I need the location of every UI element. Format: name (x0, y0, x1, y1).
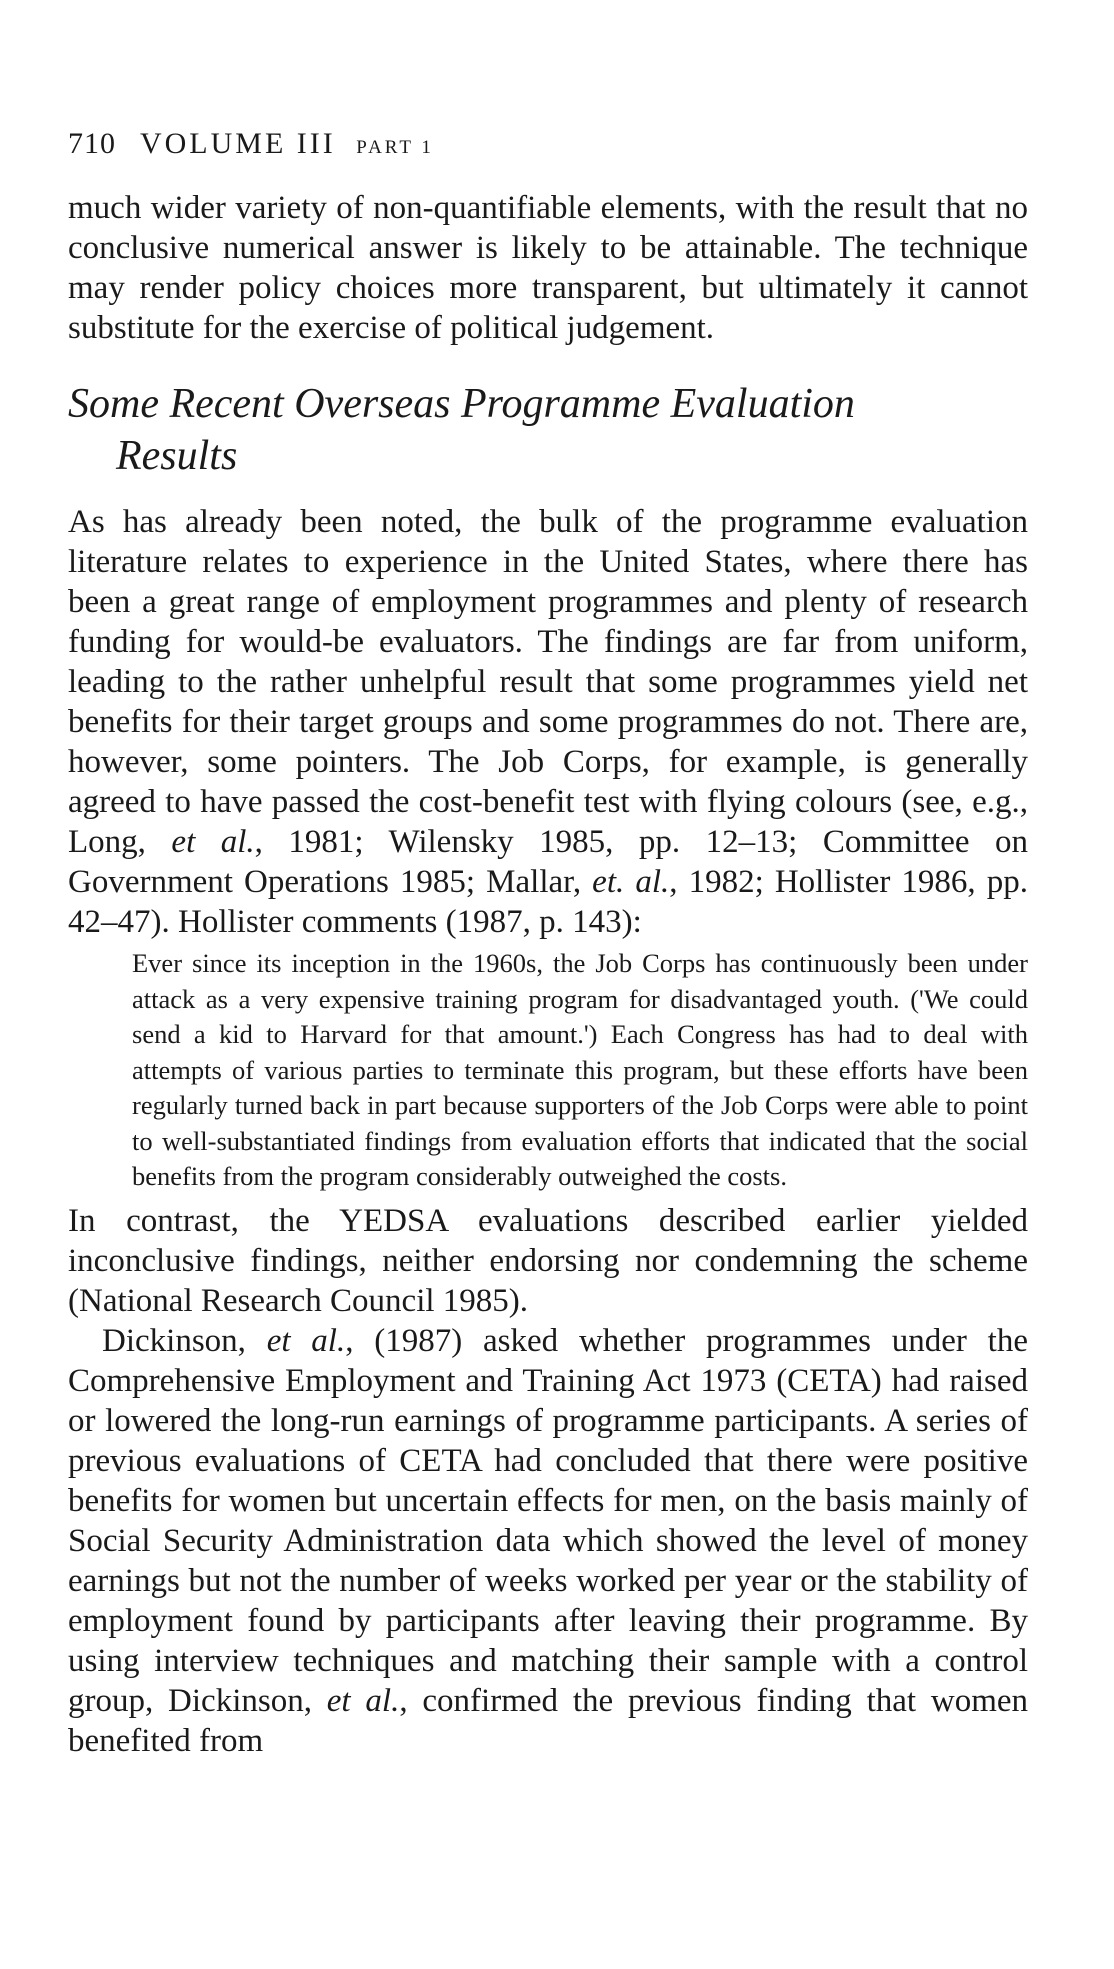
section-heading-line2: Results (116, 433, 238, 479)
citation-et-al: et al. (171, 824, 255, 860)
citation-et-al: et al. (326, 1682, 400, 1719)
page-number: 710 (68, 127, 116, 160)
section-heading (68, 378, 1028, 482)
page (68, 124, 1028, 1761)
text-run: As has already been noted, the bulk of the programme evaluation literature relates to experience in the United States, where there has been a great range of employment programmes and plenty of research funding for would-be evaluators. The findings are far from uniform, leading to the rather unhelpful result that some programmes yield net benefits for their target groups and some programmes do not. There are, however, some pointers. The Job Corps, for example, is generally agreed to have passed the cost-benefit test with flying colours (see, e.g., Long, (68, 504, 1028, 860)
text-run: , (1987) asked whether programmes under the Comprehensive Employment and Training Act 1973 (CETA) had raised or lowered the long-run earnings of programme participants. A series of previous evaluations of CETA had concluded that there were positive benefits for women but uncertain effects for men, on the basis mainly of Social Security Administration data which showed the level of money earnings but not the number of weeks worked per year or the stability of employment found by participants after leaving their programme. By using interview techniques and matching their sample with a control group, Dickinson, (68, 1322, 1028, 1719)
text-run: , 1982; Hollister 1986, pp. 42–47). Hollister comments (1987, p. 143): (68, 864, 1029, 940)
paragraph-ceta (68, 1321, 1028, 1761)
intro-paragraph: much wider variety of non-quantifiable elements, with the result that no conclusive numerical answer is likely to be attainable. The technique may render policy choices more transparent, but ultimately it cannot substitute for the exercise of political judgement. (68, 190, 1028, 346)
text-run: Dickinson, (102, 1322, 267, 1359)
part-label: PART 1 (356, 137, 434, 158)
citation-et-al: et al. (266, 1322, 346, 1359)
running-head (68, 124, 1028, 168)
block-quote-hollister: Ever since its inception in the 1960s, the Job Corps has continuously been under attack as a very expensive training program for disadvantaged youth. ('We could send a kid to Harvard for that amount.') Each Congress has had to deal with attempts of various parties to terminate this program, but these efforts have been regularly turned back in part because supporters of the Job Corps were able to point to well-substantiated findings from evaluation efforts that indicated that the social benefits from the program considerably outweighed the costs. (132, 948, 1028, 1191)
section-heading-line1: Some Recent Overseas Programme Evaluation (68, 381, 855, 427)
text-run: , confirmed the previous finding that women benefited from (68, 1682, 1029, 1759)
volume-label: VOLUME III (139, 127, 336, 160)
citation-et-al: et. al. (592, 864, 670, 900)
text-run: , 1981; Wilensky 1985, pp. 12–13; Committee on Government Operations 1985; Mallar, (68, 824, 1028, 900)
paragraph-job-corps (68, 502, 1028, 942)
paragraph-yedsa: In contrast, the YEDSA evaluations described earlier yielded inconclusive findings, neither endorsing nor condemning the scheme (National Research Council 1985). (68, 1202, 1028, 1319)
